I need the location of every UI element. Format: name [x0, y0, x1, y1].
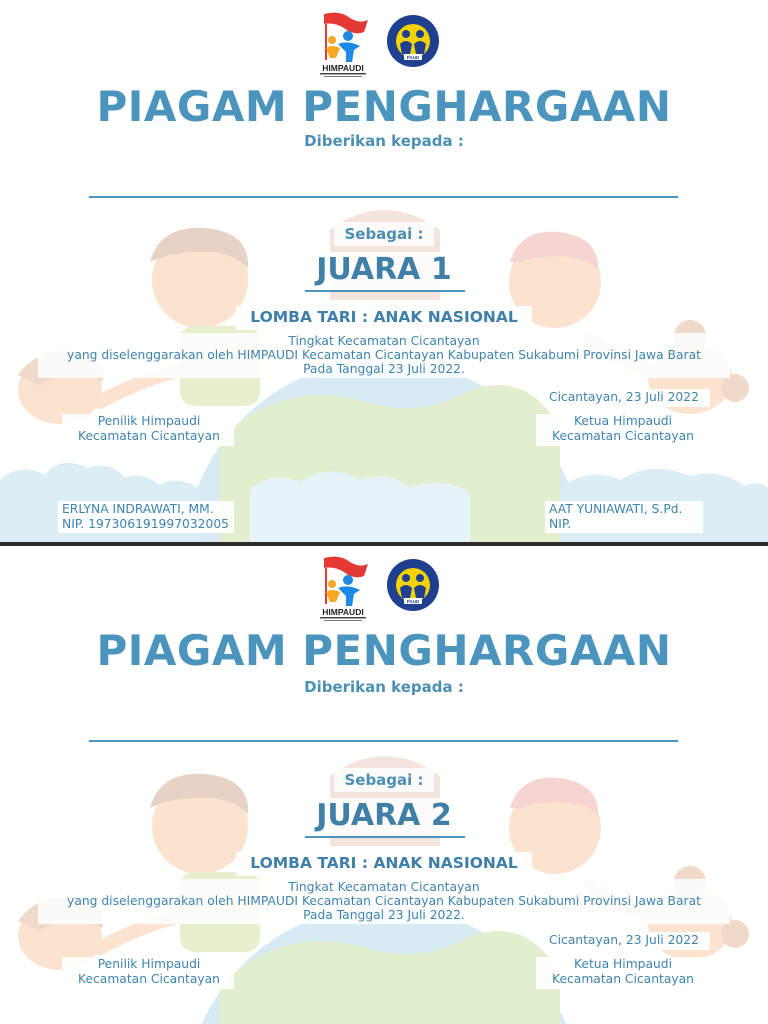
right-role-line1: Ketua Himpaudi [573, 414, 673, 428]
logo-left-text: HIMPAUDI [322, 63, 364, 73]
logo-right-text: PAUD [406, 599, 420, 604]
as-label: Sebagai : [344, 771, 424, 789]
recipient-name-line [89, 196, 678, 198]
competition-name: LOMBA TARI : ANAK NASIONAL [250, 308, 518, 326]
competition-name: LOMBA TARI : ANAK NASIONAL [250, 854, 518, 872]
left-role-line1: Penilik Himpaudi [97, 957, 201, 971]
as-label: Sebagai : [344, 225, 424, 243]
right-signer-nip: NIP. [549, 517, 572, 531]
rank-underline [305, 836, 465, 838]
rank-title: JUARA 2 [316, 798, 452, 833]
info-level: Tingkat Kecamatan Cicantayan [288, 880, 480, 894]
right-role-line1: Ketua Himpaudi [573, 957, 673, 971]
certificate-content [0, 546, 768, 1024]
right-signer-role [540, 957, 706, 987]
certificate-title: PIAGAM PENGHARGAAN [96, 626, 672, 675]
right-signer-name: AAT YUNIAWATI, S.Pd. [549, 502, 683, 516]
logo-right-text: PAUD [406, 55, 420, 60]
given-to-label: Diberikan kepada : [304, 132, 464, 150]
left-signer-role [68, 957, 230, 987]
left-signer [62, 502, 229, 532]
left-signer-role [68, 414, 230, 444]
date-place: Cicantayan, 23 Juli 2022 [549, 390, 699, 404]
info-organizer: yang diselenggarakan oleh HIMPAUDI Kecamatan Cicantayan Kabupaten Sukabumi Provinsi Jawa Barat [67, 348, 701, 362]
left-role-line2: Kecamatan Cicantayan [78, 429, 220, 443]
right-signer [549, 502, 682, 532]
left-role-line1: Penilik Himpaudi [97, 414, 201, 428]
info-organizer: yang diselenggarakan oleh HIMPAUDI Kecamatan Cicantayan Kabupaten Sukabumi Provinsi Jawa Barat [67, 894, 701, 908]
date-place: Cicantayan, 23 Juli 2022 [549, 933, 699, 947]
info-level: Tingkat Kecamatan Cicantayan [288, 334, 480, 348]
paud-badge-icon [386, 558, 440, 612]
left-role-line2: Kecamatan Cicantayan [78, 972, 220, 986]
himpaudi-logo-icon [316, 554, 370, 622]
left-signer-nip: NIP. 197306191997032005 [62, 517, 229, 531]
recipient-name-line [89, 740, 678, 742]
logo-left-text: HIMPAUDI [322, 607, 364, 617]
right-role-line2: Kecamatan Cicantayan [552, 429, 694, 443]
rank-underline [305, 290, 465, 292]
info-date: Pada Tanggal 23 Juli 2022. [303, 362, 465, 376]
certificate-title: PIAGAM PENGHARGAAN [96, 82, 672, 131]
right-role-line2: Kecamatan Cicantayan [552, 972, 694, 986]
left-signer-name: ERLYNA INDRAWATI, MM. [62, 502, 214, 516]
paud-badge-icon [386, 14, 440, 68]
info-date: Pada Tanggal 23 Juli 2022. [303, 908, 465, 922]
right-signer-role [540, 414, 706, 444]
certificate-2 [0, 546, 768, 1024]
given-to-label: Diberikan kepada : [304, 678, 464, 696]
himpaudi-logo-icon [316, 10, 370, 78]
rank-title: JUARA 1 [316, 252, 452, 287]
